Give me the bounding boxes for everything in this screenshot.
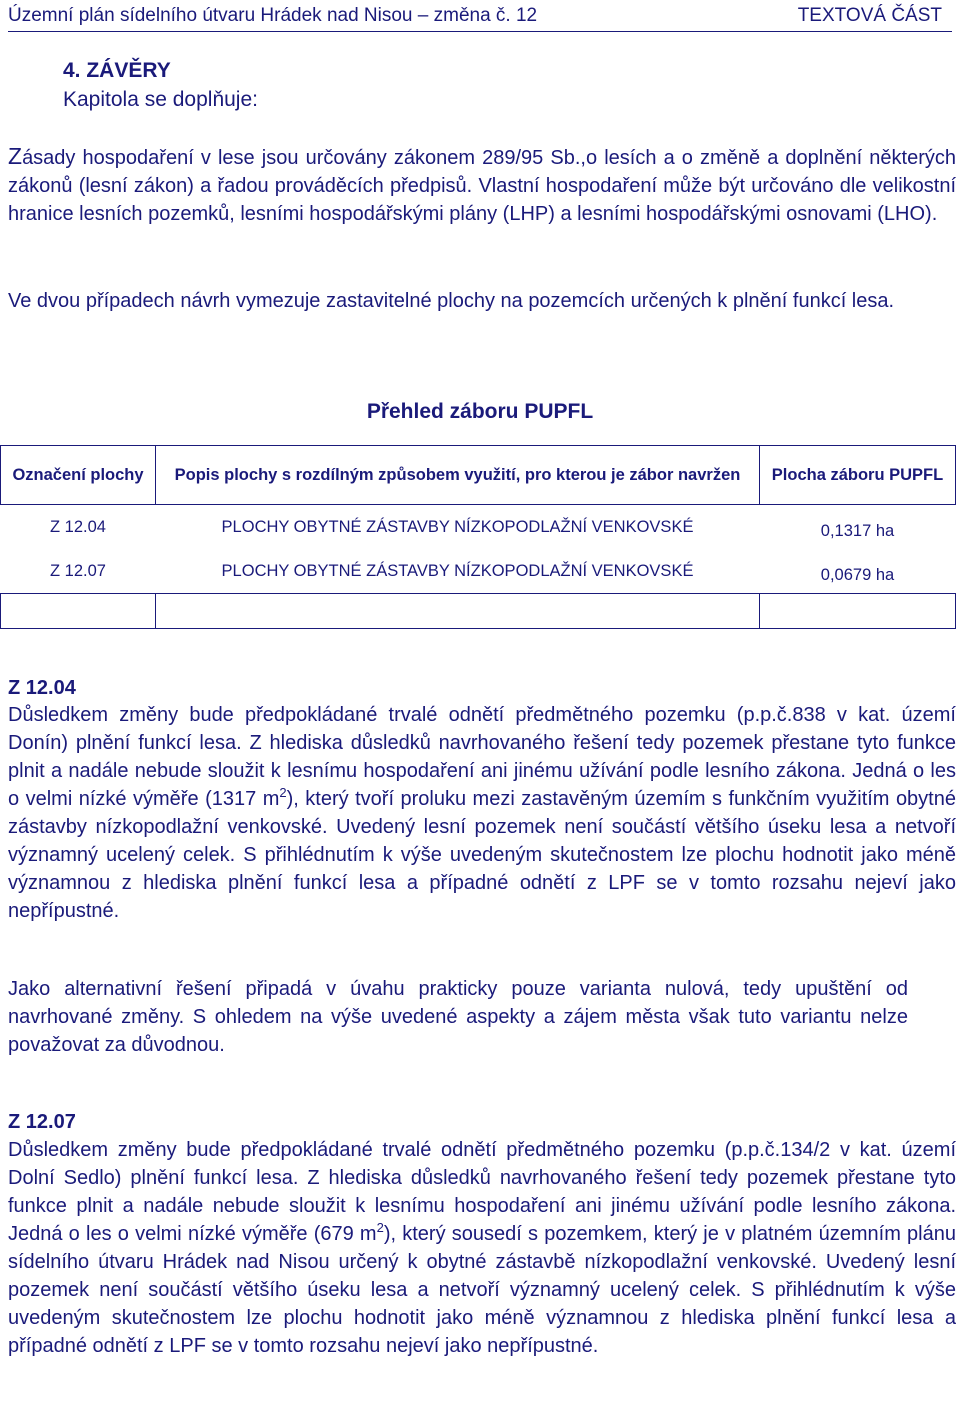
column-header-area: Plocha záboru PUPFL <box>760 446 956 505</box>
z1204-text-b: ), který tvoří proluku mezi zastavěným územím s funkčním využitím obytné zástavby nízkopodlažní venkovské. Uvedený lesní pozemek není součástí většího úseku lesa a netvoří významný ucelený celek. S přihlédnutím k výše uvedeným skutečnostem lze plochu hodnotit jako méně významnou z hlediska plnění funkcí lesa a případné odnětí z LPF se v tomto rozsahu nejeví jako nepřípustné. <box>8 788 956 922</box>
header-divider <box>8 31 952 32</box>
section-title: 4. ZÁVĚRY <box>63 59 171 82</box>
section-subtitle: Kapitola se doplňuje: <box>63 88 258 111</box>
row-area: 0,1317 ha <box>820 521 895 540</box>
pupfl-table <box>0 445 956 629</box>
header-document-title: Územní plán sídelního útvaru Hrádek nad Nisou – změna č. 12 <box>8 5 538 26</box>
table-header-row <box>1 446 956 505</box>
header-section-label: TEXTOVÁ ČÁST <box>797 5 942 26</box>
z1204-heading: Z 12.04 <box>8 677 76 699</box>
empty-cell <box>1 594 156 629</box>
z1207-text-b: ), který sousedí s pozemkem, který je v platném územním plánu sídelního útvaru Hrádek nad Nisou určený k obytné zástavbě nízkopodlažní venkovské. Uvedený lesní pozemek není součástí většího úseku lesa a netvoří významný ucelený celek. S přihlédnutím k výše uvedeným skutečnostem lze plochu hodnotit jako méně významnou z hlediska plnění funkcí lesa a případné odnětí z LPF se v tomto rozsahu nejeví jako nepřípustné. <box>8 1223 956 1357</box>
empty-cell <box>760 594 956 629</box>
z1204-superscript: 2 <box>279 785 287 800</box>
intro-paragraph-1 <box>8 142 956 228</box>
z1207-heading: Z 12.07 <box>8 1111 76 1133</box>
z1204-paragraph-2: Jako alternativní řešení připadá v úvahu prakticky pouze varianta nulová, tedy upuštění od navrhované změny. S ohledem na výše uvedené aspekty a zájem města však tuto variantu nelze považovat za důvodnou. <box>8 978 908 1056</box>
row-description: PLOCHY OBYTNÉ ZÁSTAVBY NÍZKOPODLAŽNÍ VENKOVSKÉ <box>221 517 694 536</box>
table-row <box>1 505 956 550</box>
z1207-superscript: 2 <box>376 1220 384 1235</box>
column-header-description: Popis plochy s rozdílným způsobem využití, pro kterou je zábor navržen <box>156 446 760 505</box>
column-header-code: Označení plochy <box>1 446 156 505</box>
table-title: Přehled záboru PUPFL <box>366 400 594 423</box>
intro-dropcap: Z <box>8 143 23 169</box>
intro-paragraph-2: Ve dvou případech návrh vymezuje zastavitelné plochy na pozemcích určených k plnění funkcí lesa. <box>8 290 895 312</box>
row-code: Z 12.04 <box>50 517 106 536</box>
z1204-text-a: Důsledkem změny bude předpokládané trvalé odnětí předmětného pozemku (p.p.č.838 v kat. území Donín) plnění funkcí lesa. Z hlediska důsledků navrhovaného řešení tedy pozemek přestane tyto funkce plnit a nadále nebude sloužit k lesnímu hospodaření ani jinému užívání podle lesního zákona. Jedná o les o velmi nízké výměře (1317 m <box>8 704 956 810</box>
z1207-paragraph-1 <box>8 1136 956 1360</box>
page-header <box>8 3 942 29</box>
z1204-paragraph-1 <box>8 701 956 925</box>
row-area: 0,0679 ha <box>820 565 895 584</box>
z1207-text-a: Důsledkem změny bude předpokládané trvalé odnětí předmětného pozemku (p.p.č.134/2 v kat. území Dolní Sedlo) plnění funkcí lesa. Z hlediska důsledků navrhovaného řešení tedy pozemek přestane tyto funkce plnit a nadále nebude sloužit k lesnímu hospodaření ani jinému užívání podle lesního zákona. Jedná o les o velmi nízké výměře (679 m <box>8 1139 956 1245</box>
intro-paragraph-1-text: ásady hospodaření v lese jsou určovány zákonem 289/95 Sb.,o lesích a o změně a doplnění některých zákonů (lesní zákon) a řadou prováděcích předpisů. Vlastní hospodaření může být určováno dle velikostní hranice lesních pozemků, lesními hospodářskými plány (LHP) a lesními hospodářskými osnovami (LHO). <box>8 147 956 225</box>
row-description: PLOCHY OBYTNÉ ZÁSTAVBY NÍZKOPODLAŽNÍ VENKOVSKÉ <box>221 561 694 580</box>
table-empty-row <box>1 594 956 629</box>
table-row <box>1 549 956 594</box>
empty-cell <box>156 594 760 629</box>
row-code: Z 12.07 <box>50 561 106 580</box>
